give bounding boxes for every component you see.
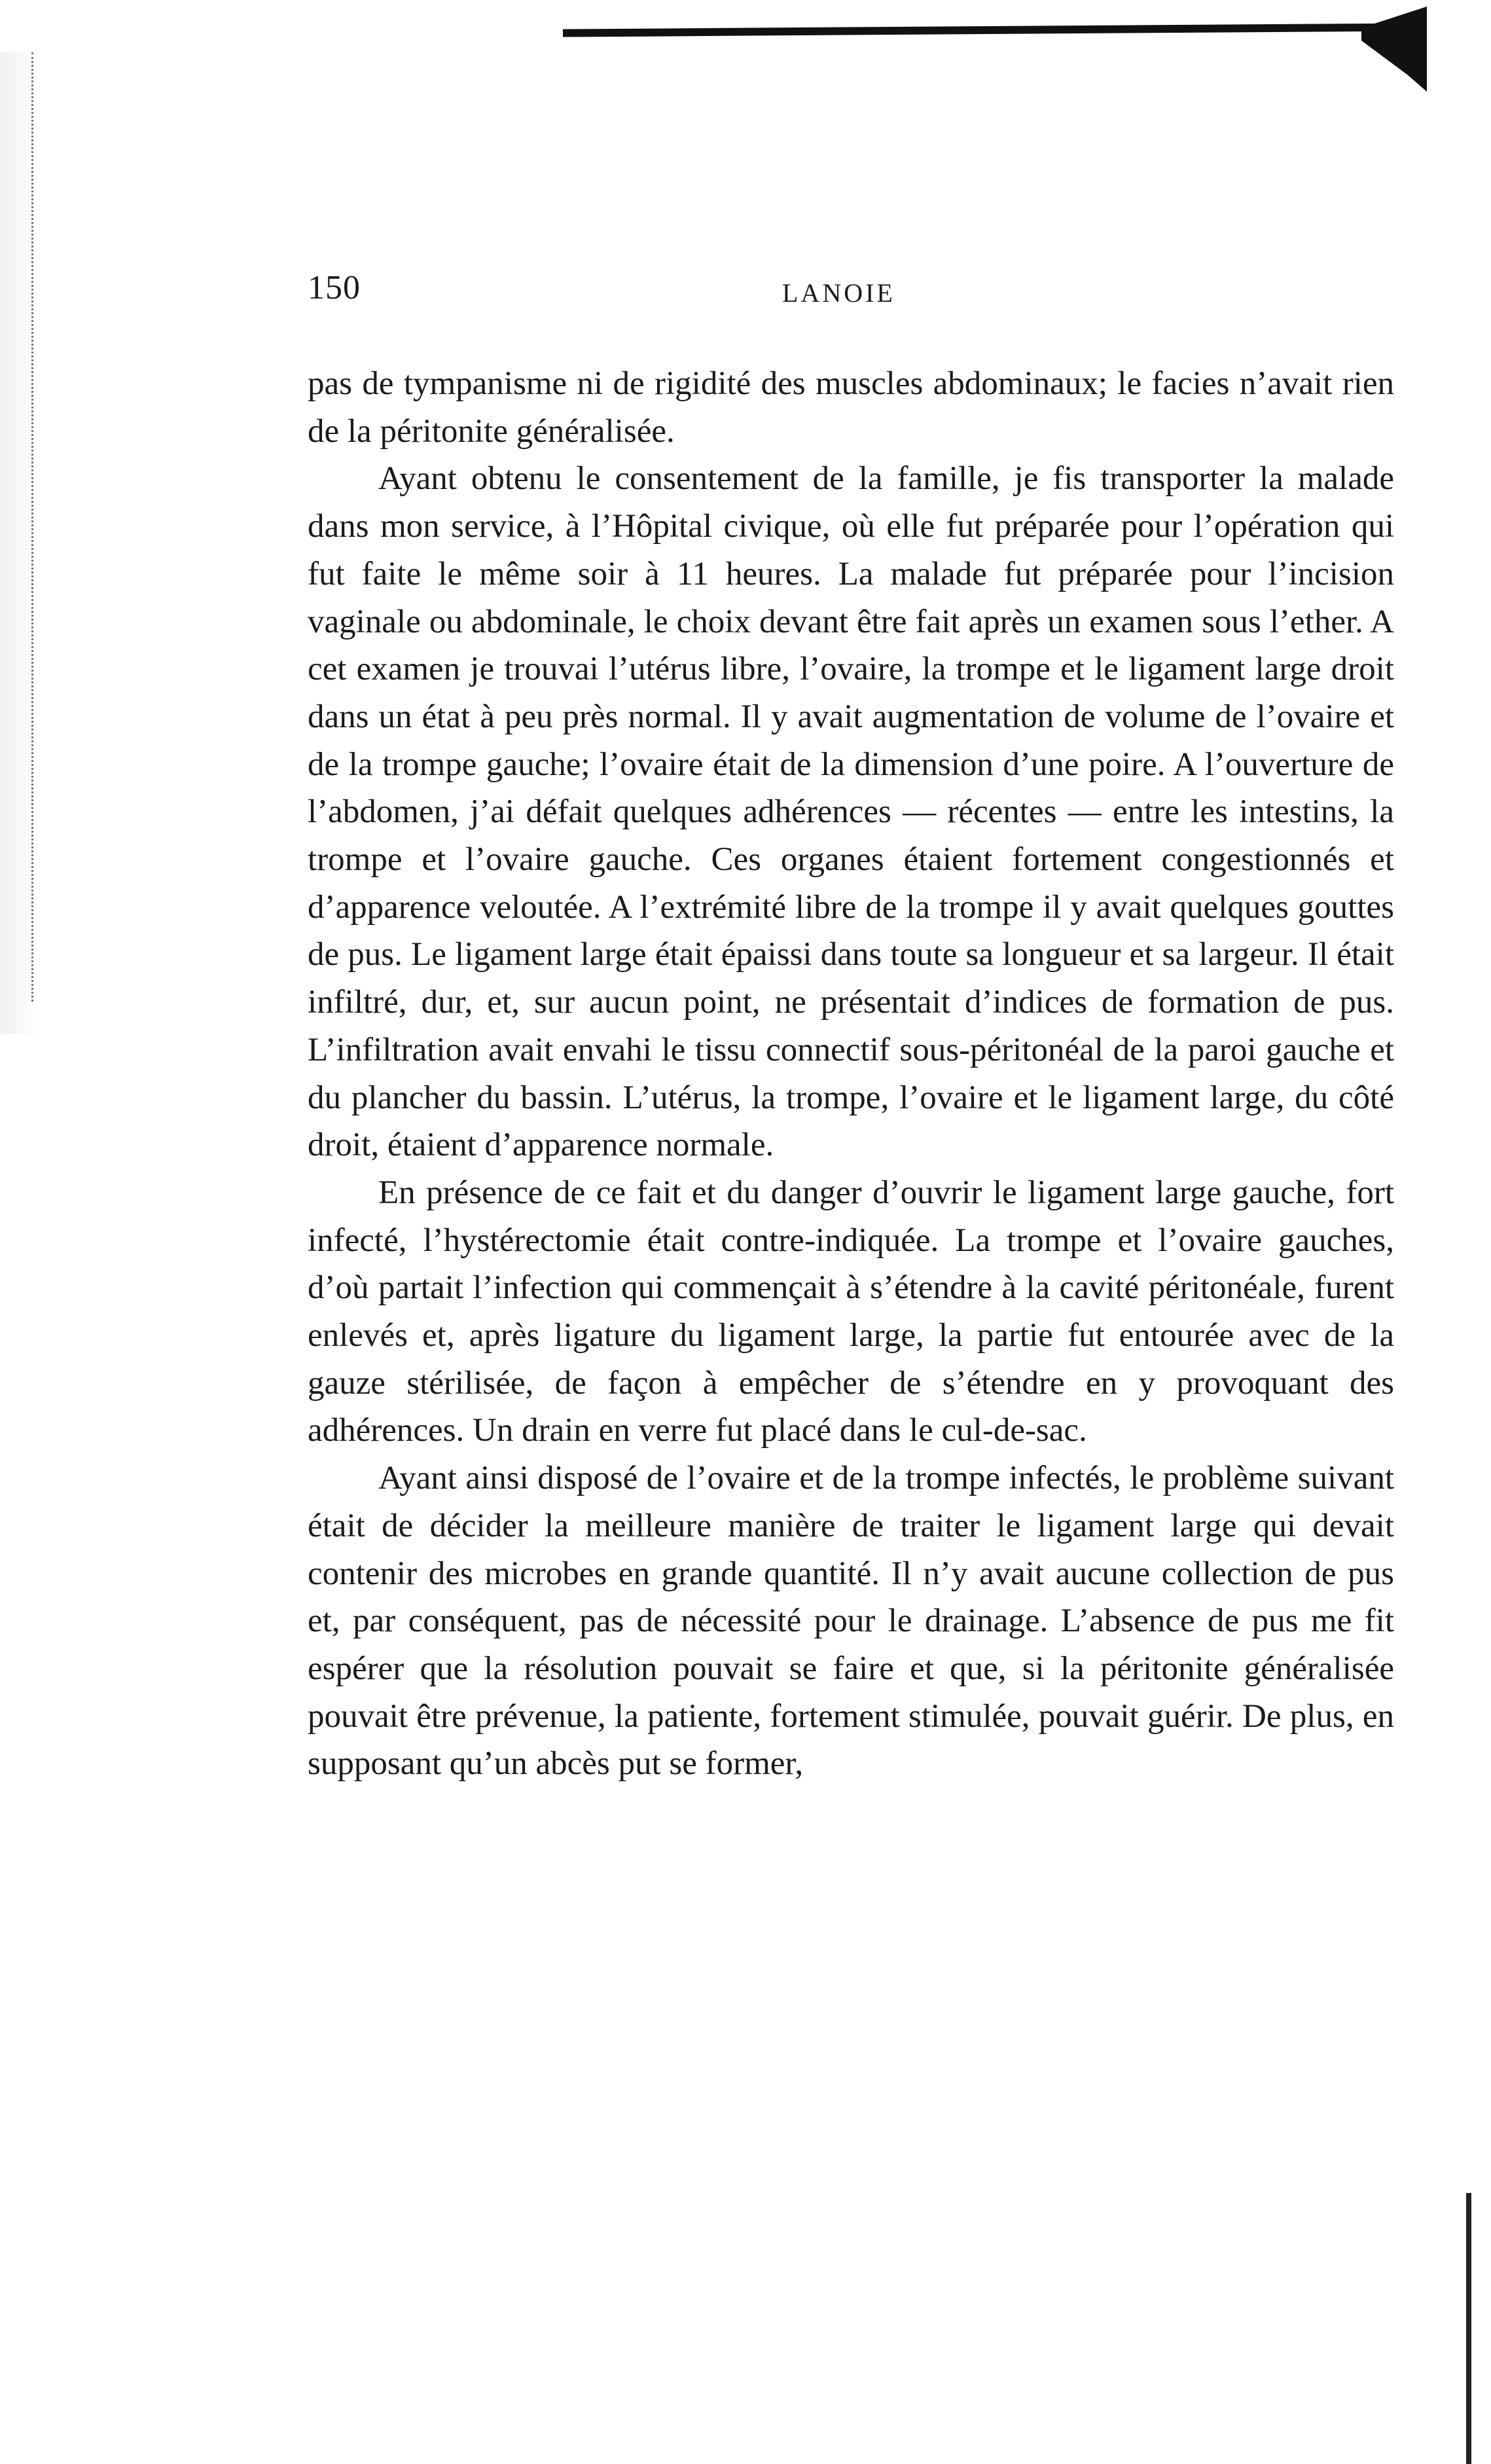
paragraph: pas de tympanisme ni de rigidité des muscles abdominaux; le facies n’avait rien de la péritonite généralisée.: [308, 365, 1394, 450]
binding-edge: [31, 52, 35, 1002]
paragraph: Ayant obtenu le consentement de la famille, je fis transporter la malade dans mon service, à l’Hôpital civique, où elle fut préparée pour l’opération qui fut faite le même soir à 11 heures. La malade fut préparée pour l’incision vaginale ou abdominale, le choix devant être fait après un examen sous l’ether. A cet examen je trouvai l’utérus libre, l’ovaire, la trompe et le ligament large droit dans un état à peu près normal. Il y avait augmentation de volume de l’ovaire et de la trompe gauche; l’ovaire était de la dimension d’une poire. A l’ouverture de l’abdomen, j’ai défait quelques adhérences — récentes — entre les intestins, la trompe et l’ovaire gauche. Ces organes étaient fortement congestionnés et d’apparence veloutée. A l’extrémité libre de la trompe il y avait quelques gouttes de pus. Le ligament large était épaissi dans toute sa longueur et sa largeur. Il était infiltré, dur, et, sur aucun point, ne présentait d’indices de formation de pus. L’infiltration avait envahi le tissu connectif sous-péritonéal de la paroi gauche et du plancher du bassin. L’utérus, la trompe, l’ovaire et le ligament large, du côté droit, étaient d’apparence normale.: [308, 460, 1394, 1164]
running-title: LANOIE: [782, 278, 895, 308]
paragraph: En présence de ce fait et du danger d’ouvrir le ligament large gauche, fort infecté, l’hystérectomie était contre-indiquée. La trompe et l’ovaire gauches, d’où partait l’infection qui commençait à s’étendre à la cavité péritonéale, furent enlevés et, après ligature du ligament large, la partie fut entourée avec de la gauze stérilisée, de façon à empêcher de s’étendre en y provoquant des adhérences. Un drain en verre fut placé dans le cul-de-sac.: [308, 1174, 1394, 1449]
page-number: 150: [308, 269, 361, 306]
top-scan-edge: [563, 23, 1414, 37]
running-head: [308, 268, 1394, 321]
corner-scan-artifact: [1361, 7, 1427, 92]
body-text: [308, 360, 1394, 1788]
right-scan-edge: [1452, 2193, 1471, 2464]
paragraph: Ayant ainsi disposé de l’ovaire et de la trompe infectés, le problème suivant était de décider la meilleure manière de traiter le ligament large qui devait contenir des microbes en grande quantité. Il n’y avait aucune collection de pus et, par conséquent, pas de nécessité pour le drainage. L’absence de pus me fit espérer que la résolution pouvait se faire et que, si la péritonite généralisée pouvait être prévenue, la patiente, fortement stimulée, pouvait guérir. De plus, en supposant qu’un abcès put se former,: [308, 1460, 1394, 1783]
